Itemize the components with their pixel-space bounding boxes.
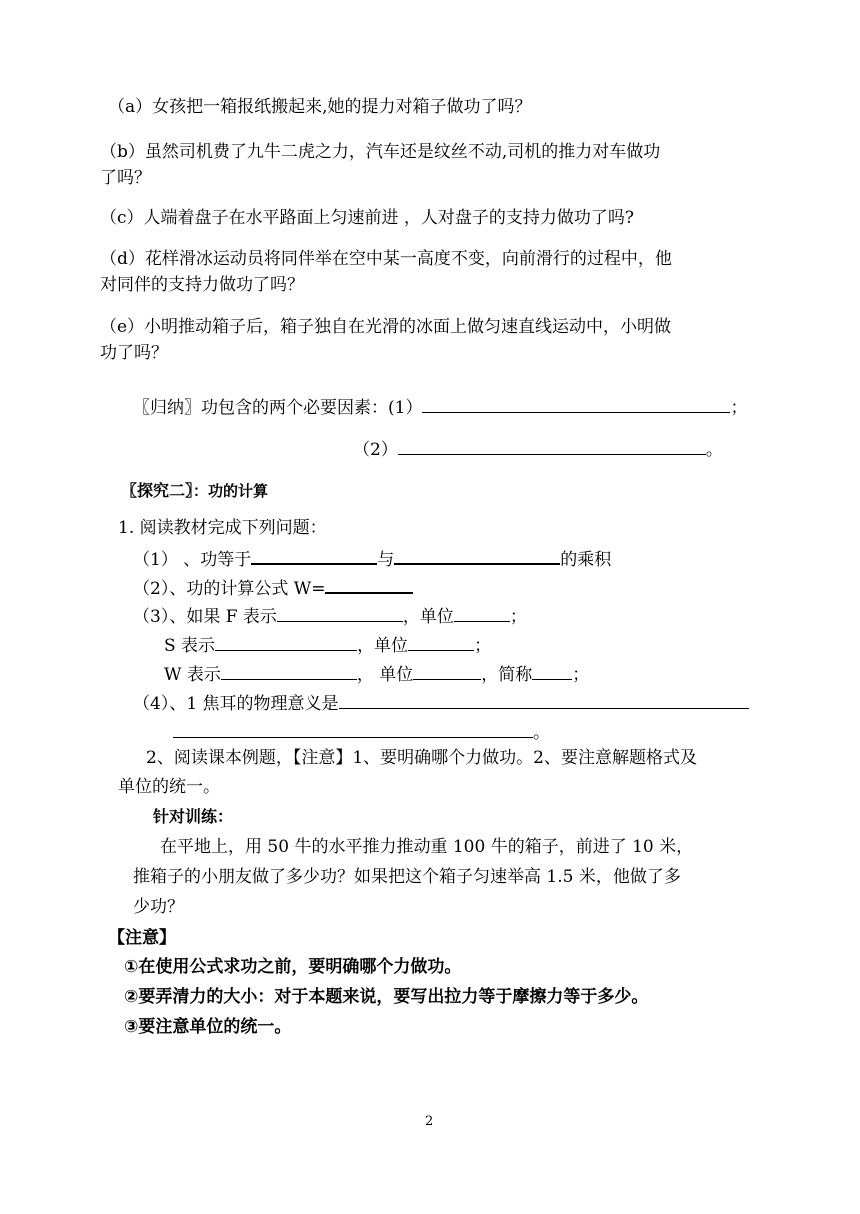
summary-label-2: （2）	[353, 440, 398, 460]
blank-f-unit[interactable]	[454, 604, 510, 622]
q1-s-unit-label: ，单位	[357, 636, 409, 656]
blank-joule-meaning-cont[interactable]	[173, 720, 533, 738]
blank-work-factor-b[interactable]	[394, 546, 560, 565]
q1-w-unit-label: ， 单位	[356, 665, 414, 685]
explore2-q1-2	[133, 575, 413, 600]
page-number: 2	[425, 1114, 434, 1129]
blank-factor-2[interactable]	[398, 437, 706, 455]
question-c: （c）人端着盘子在水平路面上匀速前进 ，人对盘子的支持力做功了吗?	[100, 208, 635, 228]
note-3: ③要注意单位的统一。	[124, 1017, 292, 1037]
question-a: （a）女孩把一箱报纸搬起来,她的提力对箱子做功了吗？	[108, 97, 532, 117]
blank-work-formula[interactable]	[325, 575, 413, 594]
blank-work-factor-a[interactable]	[251, 546, 377, 565]
q1-1-label: （1） 、功等于	[133, 550, 252, 570]
q1-3-unit-label: ，单位	[402, 607, 454, 627]
q1-1-product: 的乘积	[560, 550, 612, 570]
q1-2-label: （2）、功的计算公式 W=	[133, 579, 326, 599]
q1-w-semicolon: ；	[572, 665, 590, 685]
training-title: 针对训练：	[153, 807, 234, 826]
section-title-text: ：功的计算	[193, 482, 269, 500]
question-b-line2: 了吗？	[100, 168, 151, 188]
q1-3-semicolon: ；	[509, 607, 527, 627]
question-d-line1: （d）花样滑冰运动员将同伴举在空中某一高度不变，向前滑行的过程中，他	[100, 249, 672, 269]
summary-label: 〖归纳〗功包含的两个必要因素：(1）	[133, 398, 423, 418]
blank-s-meaning[interactable]	[215, 633, 357, 651]
section-bracket-label: 〖探究二〗	[121, 481, 194, 500]
explore2-q1-3-w	[164, 662, 589, 686]
blank-w-unit[interactable]	[413, 662, 481, 680]
q1-s-label: S 表示	[164, 636, 216, 656]
explore2-q1: 1. 阅读教材完成下列问题：	[118, 518, 327, 538]
blank-f-meaning[interactable]	[277, 604, 403, 622]
summary-semicolon: ；	[730, 398, 748, 418]
explore2-q2-line2: 单位的统一。	[118, 777, 220, 797]
training-line1: 在平地上，用 50 牛的水平推力推动重 100 牛的箱子，前进了 10 米，	[160, 837, 694, 857]
question-e-line2: 功了吗？	[100, 343, 168, 363]
q1-4-period: 。	[533, 723, 550, 743]
note-2: ②要弄清力的大小：对于本题来说，要写出拉力等于摩擦力等于多少。	[124, 987, 649, 1007]
explore2-q2-line1: 2、阅读课本例题，【注意】1、要明确哪个力做功。2、要注意解题格式及	[146, 748, 697, 768]
summary-line2	[353, 437, 723, 461]
explore2-q1-3	[133, 604, 527, 628]
q1-4-label: （4）、1 焦耳的物理意义是	[133, 694, 339, 714]
training-line2: 推箱子的小朋友做了多少功？如果把这个箱子匀速举高 1.5 米，他做了多	[133, 867, 681, 887]
note-1: ①在使用公式求功之前，要明确哪个力做功。	[124, 957, 462, 977]
explore2-q1-4	[133, 691, 749, 715]
q1-3-label: （3）、如果 F 表示	[133, 607, 277, 627]
training-line3: 少功？	[133, 897, 184, 917]
explore2-q1-1	[133, 546, 611, 571]
question-e-line1: （e）小明推动箱子后，箱子独自在光滑的冰面上做匀速直线运动中，小明做	[100, 317, 672, 337]
explore2-q1-3-s	[164, 633, 491, 657]
blank-joule-meaning[interactable]	[339, 691, 749, 709]
blank-s-unit[interactable]	[408, 633, 474, 651]
question-d-line2: 对同伴的支持力做功了吗？	[100, 275, 304, 295]
explore2-q1-4-cont	[173, 720, 550, 744]
blank-factor-1[interactable]	[422, 395, 730, 413]
summary-period: 。	[705, 440, 723, 460]
summary-line1	[133, 395, 747, 419]
q1-1-and: 与	[377, 550, 395, 570]
question-b-line1: （b）虽然司机费了九牛二虎之力，汽车还是纹丝不动,司机的推力对车做功	[100, 142, 661, 162]
q1-s-semicolon: ；	[474, 636, 492, 656]
blank-w-abbr[interactable]	[532, 662, 572, 680]
q1-w-label: W 表示	[164, 665, 221, 685]
q1-w-abbr-label: ，简称	[481, 665, 533, 685]
notes-title: 【注意】	[108, 928, 176, 948]
section-title-explore-2	[121, 480, 268, 502]
blank-w-meaning[interactable]	[221, 662, 357, 680]
